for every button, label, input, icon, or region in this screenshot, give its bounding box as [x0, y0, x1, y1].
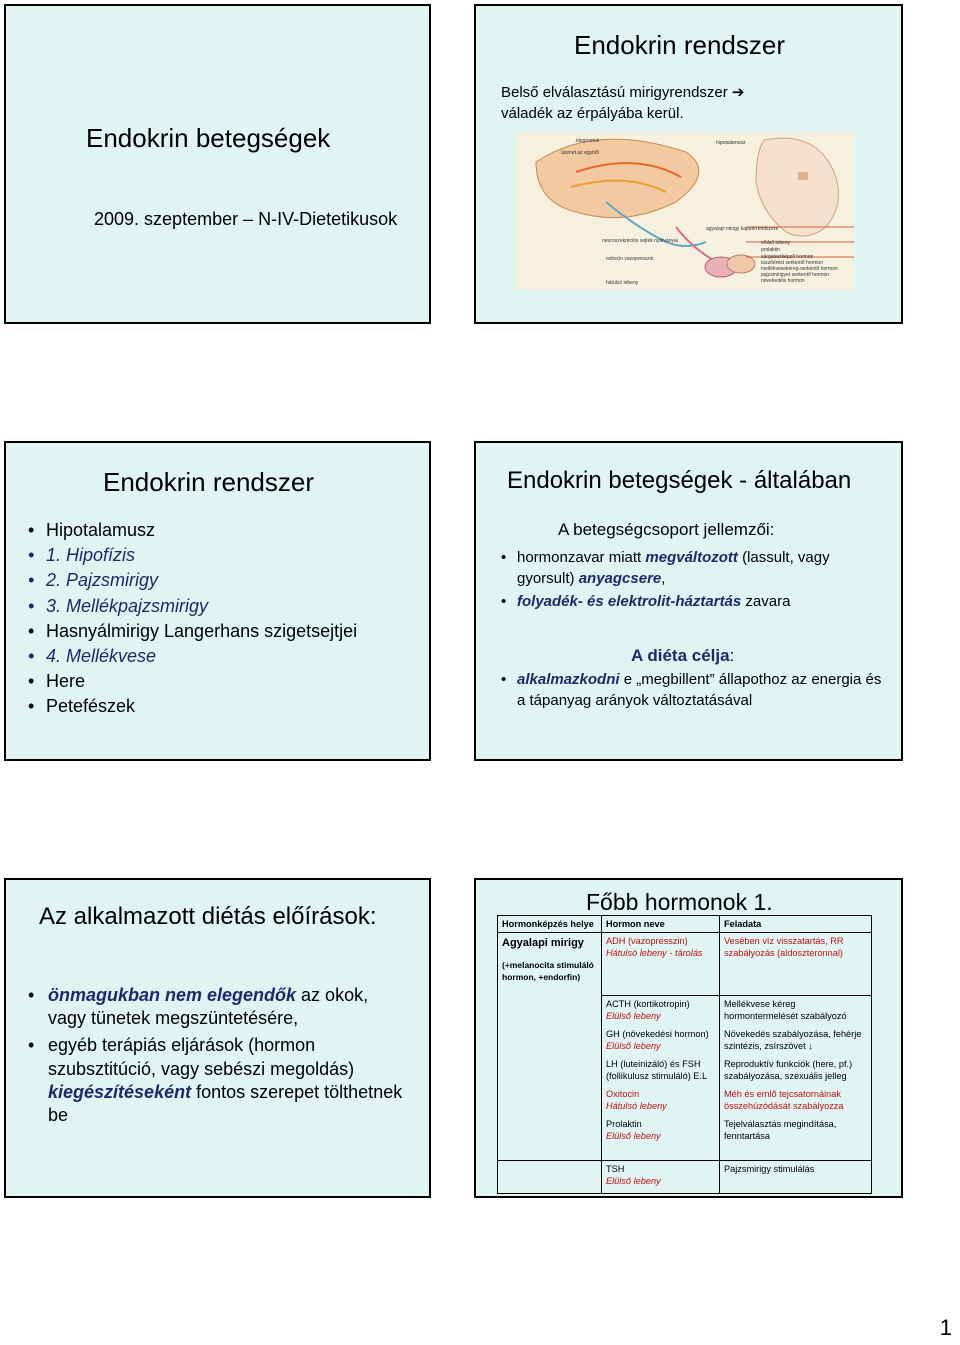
figure-label: pajzsmirigyet serkentő hormon — [761, 272, 830, 278]
task-cell: Vesében víz visszatartás, RR szabályozás (aldoszteronnal) — [720, 933, 872, 996]
place-name: Agyalapi mirigy — [502, 937, 584, 949]
hormone-cell: GH (növekedési hormon) Elülső lebeny — [602, 1026, 720, 1056]
hormone-cell: Prolaktin Elülső lebeny — [602, 1116, 720, 1161]
place-note: (+melanocita stimuláló hormon, +endorfin) — [502, 960, 594, 982]
column-header: Hormon neve — [602, 916, 720, 933]
hormone-cell: LH (luteinizáló) és FSH (follikulusz stimuláló) E.L — [602, 1056, 720, 1086]
task-cell: Tejelválasztás megindítása, fenntartása — [720, 1116, 872, 1161]
figure-label: sárgatestképző hormon — [761, 254, 814, 260]
list-item: • alkalmazkodni e „megbillent” állapothoz az energia és a tápanyag arányok változtatásával — [501, 670, 886, 711]
list-item: • Hipotalamusz — [28, 518, 357, 543]
slide-heading: Endokrin betegségek - általában — [507, 467, 852, 494]
place-cell-empty — [498, 1161, 602, 1194]
brain-anatomy-figure — [516, 132, 854, 290]
list-item: • 3. Mellékpajzsmirigy — [28, 594, 357, 619]
slide-heading: Az alkalmazott diétás előírások: — [39, 903, 377, 930]
list-item: • 4. Mellékvese — [28, 644, 357, 669]
figure-label: növekedési hormon — [761, 278, 805, 284]
hormone-cell: ADH (vazopresszin) Hátulsó lebeny - tárolás — [602, 933, 720, 996]
slide-endocrine-intro — [474, 4, 903, 324]
section-heading: A diéta célja: — [631, 646, 735, 665]
intro-line: Belső elválasztású mirigyrendszer ➔ — [501, 84, 745, 101]
figure-label: tüszőérést serkentő hormon — [761, 260, 823, 266]
list-item: • Petefészek — [28, 694, 357, 719]
figure-label: hipotalamusz — [716, 140, 746, 146]
diet-goal-list — [501, 670, 886, 711]
list-item: • Hasnyálmirigy Langerhans szigetsejtjei — [28, 619, 357, 644]
figure-label: neuroszekréciós sejtek nyúlványai — [602, 238, 678, 244]
list-item: • Here — [28, 669, 357, 694]
column-header: Hormonképzés helye — [498, 916, 602, 933]
hormones-table — [497, 915, 872, 1194]
list-item: • 1. Hipofízis — [28, 543, 357, 568]
hormone-cell: ACTH (kortikotropin) Elülső lebeny — [602, 996, 720, 1027]
slide-subtitle: 2009. szeptember – N-IV-Dietetikusok — [94, 209, 398, 229]
slide-hormones-table — [474, 878, 903, 1198]
figure-label: üzenet az egyből — [561, 150, 599, 156]
intro-text — [501, 82, 745, 124]
figure-label: prolaktin — [761, 247, 780, 253]
list-item: • 2. Pajzsmirigy — [28, 568, 357, 593]
slide-heading: Endokrin rendszer — [574, 30, 785, 60]
task-cell: Növekedés szabályozása, fehérje szintézis, zsírszövet ↓ — [720, 1026, 872, 1056]
figure-label: oxitocin vazopresszin — [606, 256, 654, 262]
slide-heading: Endokrin rendszer — [103, 467, 314, 497]
list-item: • egyéb terápiás eljárások (hormon szubsztitúció, vagy sebészi megoldás) kiegészítéseként fontos szerepet tölthetnek be — [28, 1034, 408, 1127]
slide-heading: Főbb hormonok 1. — [586, 889, 773, 915]
list-item: • hormonzavar miatt megváltozott (lassult, vagy gyorsult) anyagcsere, — [501, 548, 886, 589]
intro-line: váladék az érpályába kerül. — [501, 105, 684, 122]
slide-endocrine-list — [4, 441, 431, 761]
slide-diet-rules — [4, 878, 431, 1198]
brain-anatomy-drawing — [516, 132, 854, 290]
place-cell — [498, 933, 602, 1161]
hormone-cell: Oxitocin Hátulsó lebeny — [602, 1086, 720, 1116]
table-row — [498, 933, 872, 996]
figure-label: hátulsó lebeny — [606, 280, 639, 286]
figure-label: agyalapi mirigy kapuérrendszere — [706, 226, 779, 232]
figure-label: idegrostok — [576, 138, 600, 144]
table-row — [498, 1161, 872, 1194]
task-cell: Mellékvese kéreg hormontermelését szabályozó — [720, 996, 872, 1027]
rules-list — [28, 984, 408, 1131]
column-header: Feladata — [720, 916, 872, 933]
figure-label: elülső lebeny — [761, 240, 791, 246]
page-number: 1 — [939, 1315, 952, 1340]
list-item: • folyadék- és elektrolit-háztartás zavara — [501, 592, 886, 613]
characteristics-list — [501, 548, 886, 613]
task-cell: Reproduktív funkciók (here, pf.) szabályozása, szexuális jelleg — [720, 1056, 872, 1086]
hormone-cell: TSH Elülső lebeny — [602, 1161, 720, 1194]
section-heading: A betegségcsoport jellemzői: — [558, 520, 775, 539]
slide-diseases-general — [474, 441, 903, 761]
task-cell: Pajzsmirigy stimulálás — [720, 1161, 872, 1194]
table-header-row — [498, 916, 872, 933]
figure-label: mellékvesekéreg-serkentő hormon — [761, 266, 838, 272]
task-cell: Méh és emlő tejcsatornáinak összehúzódását szabályozza — [720, 1086, 872, 1116]
list-item: • önmagukban nem elegendők az okok, vagy tünetek megszüntetésére, — [28, 984, 408, 1030]
slide-title-heading: Endokrin betegségek — [86, 123, 331, 153]
slide-title — [4, 4, 431, 324]
gland-list — [28, 518, 357, 720]
